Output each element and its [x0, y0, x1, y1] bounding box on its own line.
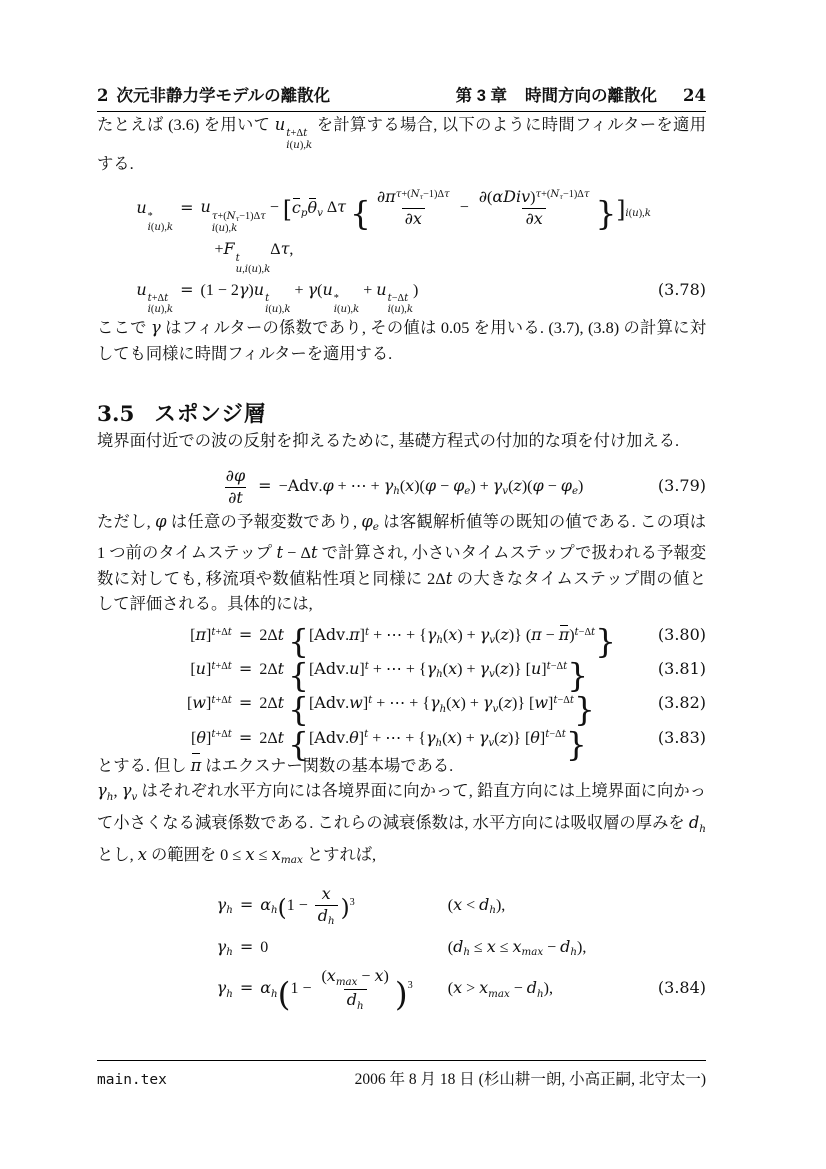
eq382-rhs: 2Δt {$[Adv.w]^t$ + ⋯ + $\{\gamma_h(x) + \gamma_v(z)\}$ $[w]^{t-\Delta t}$}: [259, 690, 595, 729]
eq378-row1-lhs: u * i(u),k: [136, 197, 174, 234]
eq384-row3-condition: $(x > x_{max} - d_h)$,: [447, 978, 553, 1000]
eq380-rhs: 2Δt {$[Adv.\pi]^t$ + ⋯ + $\{\gamma_h(x) + \gamma_v(z)\} (\pi - \pi)^{t-\Delta t}$}: [259, 622, 617, 661]
eq384-row2-rhs: 0: [260, 939, 269, 956]
eq384-row1-lhs: $\gamma_h$: [216, 895, 233, 917]
eq384-row2-condition: $(d_h \le x \le x_{max} - d_h)$,: [447, 937, 587, 959]
eq384-row3-rel: =: [239, 978, 254, 998]
footer-date-authors: 2006 年 8 月 18 日 (杉山耕一朗, 小高正嗣, 北守太一): [354, 1071, 706, 1088]
paragraph-3: 境界面付近での波の反射を抑えるために, 基礎方程式の付加的な項を付け加える.: [97, 431, 680, 451]
eq383-rel: =: [238, 727, 253, 747]
page-number: 24: [683, 86, 706, 105]
equation-number-3-82: (3.82): [657, 693, 706, 713]
eq380-rel: =: [238, 624, 253, 644]
chapter-title: 時間方向の離散化: [525, 87, 658, 105]
eq379-lhs: $\frac{\partial\varphi}{\partial t}$: [225, 465, 246, 507]
footer-row: [97, 1067, 706, 1089]
eq384-row3-rhs: $\alpha_h(1$ − $\frac{(x_{max} - x)}{d_h}$ )$^3$: [260, 966, 413, 1014]
equation-number-3-79: (3.79): [657, 475, 706, 495]
equation-3-78-grid: [97, 187, 706, 315]
equation-number-3-84: (3.84): [657, 978, 706, 998]
section-title: スポンジ層: [154, 402, 267, 427]
eq384-row2-lhs: $\gamma_h$: [216, 937, 233, 959]
chapter-label: 第 3 章: [455, 87, 508, 105]
paragraph-2: ここで γ はフィルターの係数であり, その値は 0.05 を用いる. (3.7), (3.8) の計算に対しても同様に時間フィルターを適用する.: [97, 318, 706, 363]
paragraph-6: $\gamma_h$, $\gamma_v$ はそれぞれ水平方向には各境界面に向かって, 鉛直方向には上境界面に向かって小さくなる減衰係数である. これらの減衰係数は, 水平方向には吸収層の厚みを $d_h$ とし, x の範囲を $0 \le x \le x_{max}$ とすれば,: [97, 781, 707, 867]
section-number: 3.5: [97, 402, 135, 428]
eq378-row3-rhs: (1 − 2γ)u t i(u),k + γ(u * i(u),k + u t−Δt i(u),k ): [200, 279, 419, 316]
equation-3-84-grid: [97, 884, 706, 1013]
equation-number-3-81: (3.81): [657, 659, 706, 679]
eq383-rhs: 2Δt {$[Adv.\theta]^t$ + ⋯ + $\{\gamma_h(x) + \gamma_v(z)\}$ $[\theta]^{t-\Delta t}$}: [259, 725, 587, 764]
section-heading: [97, 397, 706, 428]
eq384-row3-lhs: $\gamma_h$: [216, 978, 233, 1000]
eq378-row3-lhs: u t+Δt i(u),k: [136, 279, 174, 316]
eq381-rel: =: [238, 659, 253, 679]
equations-3-80-to-3-83: [97, 622, 706, 764]
paragraph-5: とする. 但し π はエクスナー関数の基本場である.: [97, 753, 706, 779]
eq379-rel: =: [258, 475, 272, 495]
running-head-right: [456, 82, 706, 106]
eq384-row1-rhs: $\alpha_h(1$ − $\frac{x}{d_h}$ )$^3$: [260, 883, 355, 928]
equation-3-79-grid: [97, 466, 706, 509]
equation-3-79: [97, 466, 706, 509]
eq383-lhs: $[\theta]^{t+\Delta t}$: [191, 727, 232, 747]
eq378-row1-rel: =: [180, 197, 194, 217]
eq378-row3-rel: =: [180, 279, 194, 299]
running-header: [97, 82, 706, 106]
eq384-row2-rel: =: [239, 937, 254, 956]
eq379-rhs: −Adv.φ + ⋯ + $\gamma_h(x)(\varphi - \varphi_e) + \gamma_v(z)(\varphi - \varphi_e)$: [278, 475, 584, 498]
running-head-section-title: 次元非静力学モデルの離散化: [116, 87, 331, 105]
eq384-row1-condition: $(x < d_h)$,: [447, 895, 506, 917]
equation-number-3-80: (3.80): [657, 624, 706, 644]
eq378-row2-rhs: +F t u,i(u),k Δτ,: [214, 239, 294, 275]
eq380-lhs: $[\pi]^{t+\Delta t}$: [190, 624, 232, 644]
footer-filename: main.tex: [97, 1072, 167, 1088]
page-footer: [97, 1055, 706, 1089]
equation-3-78: [97, 187, 706, 315]
running-head-left: [97, 82, 330, 106]
eq382-rel: =: [238, 693, 253, 713]
eq381-lhs: $[u]^{t+\Delta t}$: [190, 659, 232, 679]
eq382-lhs: $[w]^{t+\Delta t}$: [186, 693, 232, 713]
eq384-row1-rel: =: [239, 895, 254, 915]
eq381-rhs: 2Δt {$[Adv.u]^t$ + ⋯ + $\{\gamma_h(x) + \gamma_v(z)\}$ $[u]^{t-\Delta t}$}: [259, 656, 589, 695]
paragraph-4: ただし, φ は任意の予報変数であり, $\varphi_e$ は客観解析値等の既知の値である. この項は 1 つ前のタイムステップ t − Δt で計算され, 小さいタイムステップで扱われる予報変数に対しても, 移流項や数値粘性項と同様に 2Δt の大きなタイムステップ間の値として評価される。具体的には,: [97, 511, 707, 614]
equation-number-3-78: (3.78): [657, 279, 706, 299]
equation-number-3-83: (3.83): [657, 727, 706, 747]
eq378-row1-rhs: u $\tau+(N_\tau-1)\Delta\tau$ i(u),k − [$c_p\theta_v$ Δτ { $\frac{\partial\pi^{\tau+(N_\tau-1)\Delta\tau}}{\partial x}$ − $\frac{\partial(\alpha Div)^{\tau+(N_\tau-1)\Delta\tau}}{\partial x}$ }]$_{i(u),k}$: [200, 187, 651, 235]
paragraph-1: たとえば (3.6) を用いて u t+Δt i(u),k を計算する場合, 以下のように時間フィルターを適用する.: [97, 115, 706, 173]
equation-3-84: [97, 884, 706, 1013]
equations-3-80-83-grid: [97, 622, 706, 764]
running-head-section-number: 2: [97, 86, 109, 105]
footer-rule: [97, 1060, 706, 1061]
